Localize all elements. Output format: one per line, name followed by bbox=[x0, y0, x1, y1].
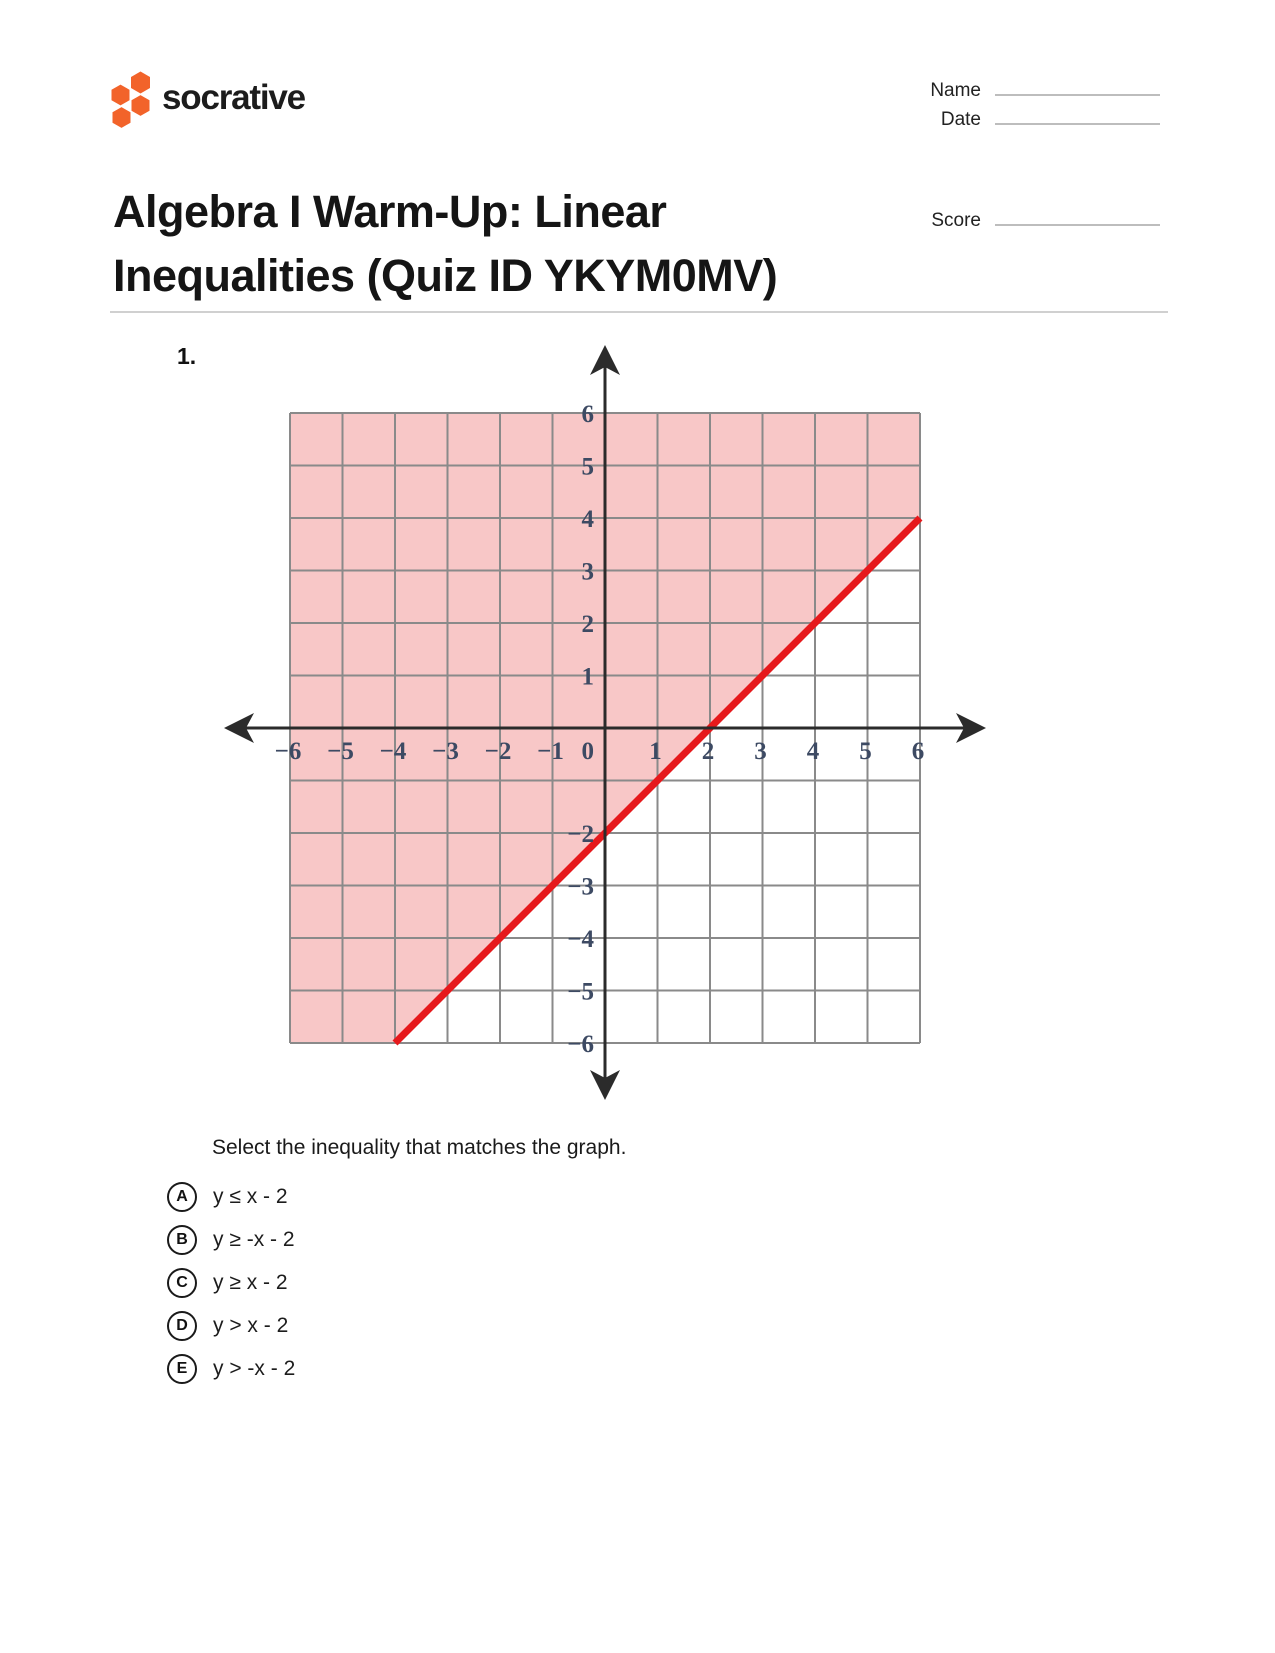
x-tick-label: −3 bbox=[432, 738, 459, 765]
x-tick-label: −6 bbox=[274, 738, 302, 765]
page-title-line1: Algebra I Warm-Up: Linear bbox=[113, 186, 667, 237]
date-blank-line bbox=[995, 105, 1160, 125]
page-title-line2: Inequalities (Quiz ID YKYM0MV) bbox=[113, 250, 778, 301]
date-field-row bbox=[860, 105, 1160, 131]
x-tick-label: 5 bbox=[859, 738, 872, 765]
option-a[interactable] bbox=[167, 1175, 295, 1218]
y-tick-label: 1 bbox=[581, 663, 594, 691]
question-prompt: Select the inequality that matches the graph. bbox=[212, 1136, 627, 1159]
socrative-hexagons-icon bbox=[108, 68, 154, 132]
x-tick-label: 6 bbox=[911, 738, 925, 765]
y-tick-label: 2 bbox=[581, 611, 594, 638]
x-tick-label: 3 bbox=[754, 738, 767, 765]
option-d-radio[interactable]: D bbox=[167, 1311, 197, 1341]
option-b[interactable] bbox=[167, 1218, 295, 1261]
name-blank-line bbox=[995, 76, 1160, 96]
x-tick-label: −1 bbox=[537, 738, 564, 765]
x-tick-label: 4 bbox=[806, 738, 820, 765]
option-e-label: y > -x - 2 bbox=[213, 1356, 296, 1380]
option-a-label: y ≤ x - 2 bbox=[213, 1184, 288, 1208]
option-c-radio[interactable]: C bbox=[167, 1268, 197, 1298]
x-tick-label: 2 bbox=[701, 738, 715, 765]
answer-options bbox=[167, 1175, 295, 1390]
score-blank-line bbox=[995, 206, 1160, 226]
name-field-row bbox=[860, 76, 1160, 102]
y-tick-label: −4 bbox=[567, 926, 594, 953]
option-c[interactable] bbox=[167, 1261, 295, 1304]
socrative-wordmark: socrative bbox=[162, 78, 305, 117]
y-tick-label: −5 bbox=[567, 978, 594, 1006]
date-label: Date bbox=[940, 109, 981, 130]
option-e[interactable] bbox=[167, 1347, 295, 1390]
option-e-radio[interactable]: E bbox=[167, 1354, 197, 1384]
score-label: Score bbox=[931, 210, 981, 231]
option-c-label: y ≥ x - 2 bbox=[213, 1270, 288, 1294]
option-b-label: y ≥ -x - 2 bbox=[213, 1227, 295, 1251]
x-tick-label: −2 bbox=[484, 738, 512, 765]
name-label: Name bbox=[930, 80, 981, 101]
x-tick-label: −4 bbox=[379, 738, 407, 765]
option-b-radio[interactable]: B bbox=[167, 1225, 197, 1255]
y-tick-label: −6 bbox=[567, 1031, 594, 1058]
option-d[interactable] bbox=[167, 1304, 295, 1347]
page-title bbox=[113, 180, 777, 308]
header-divider bbox=[110, 311, 1168, 313]
x-tick-label: 0 bbox=[581, 738, 594, 765]
inequality-graph bbox=[200, 330, 1000, 1120]
y-tick-label: 5 bbox=[581, 453, 594, 481]
score-field-row bbox=[860, 206, 1160, 232]
option-a-radio[interactable]: A bbox=[167, 1182, 197, 1212]
y-tick-label: 4 bbox=[581, 506, 594, 533]
question-number: 1. bbox=[177, 343, 197, 369]
y-tick-label: 3 bbox=[581, 558, 594, 586]
y-tick-label: −2 bbox=[567, 821, 594, 848]
x-tick-label: 1 bbox=[649, 738, 662, 765]
y-tick-label: 6 bbox=[581, 401, 594, 428]
x-tick-label: −5 bbox=[327, 738, 354, 765]
option-d-label: y > x - 2 bbox=[213, 1313, 289, 1337]
y-tick-label: −3 bbox=[567, 873, 594, 901]
